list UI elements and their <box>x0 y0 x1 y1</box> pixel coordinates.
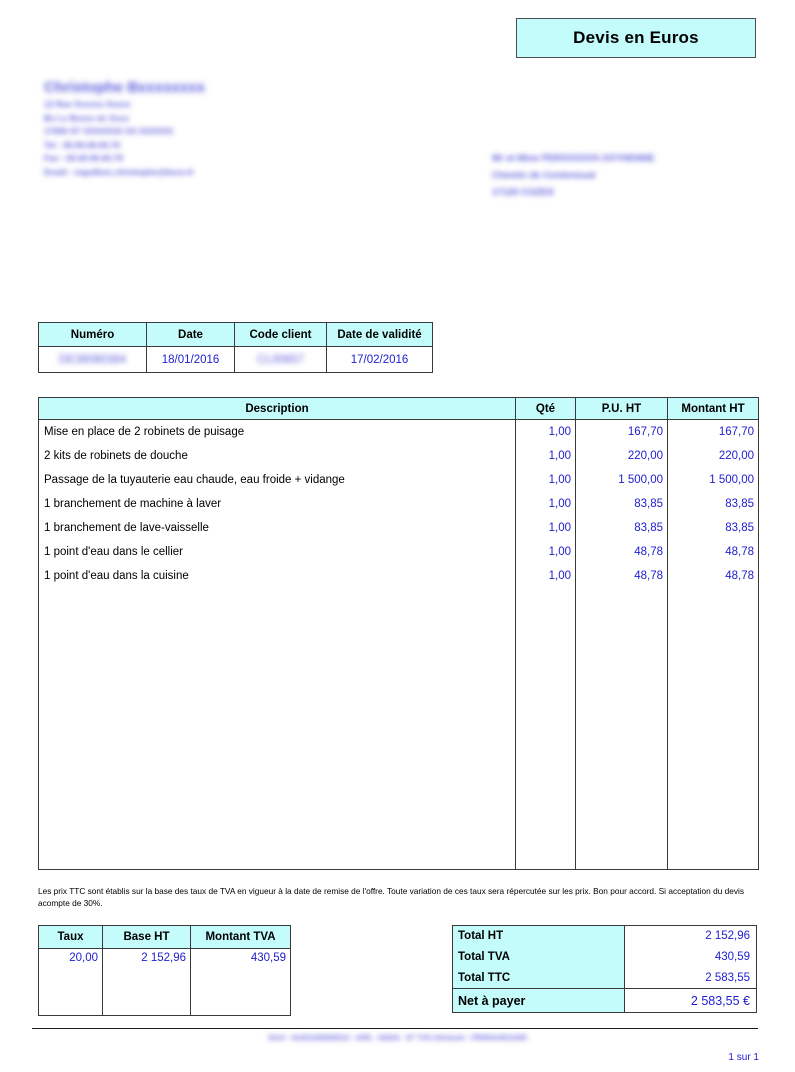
vat-header-base: Base HT <box>103 926 191 949</box>
items-header-unit-price: P.U. HT <box>576 398 668 420</box>
page-number: 1 sur 1 <box>728 1052 759 1063</box>
total-ht-value: 2 152,96 <box>625 926 757 947</box>
empty-cell <box>516 588 576 870</box>
total-tva-label: Total TVA <box>453 947 625 968</box>
recipient-address-block <box>492 150 792 201</box>
item-unit-price: 220,00 <box>576 444 668 468</box>
total-ht-label: Total HT <box>453 926 625 947</box>
sender-address-line: 17000 ST XXXXXXX XX XXXXXX <box>44 126 173 136</box>
meta-value-numero-text: DE38080384 <box>58 353 127 366</box>
meta-value-numero <box>39 347 147 373</box>
footer-divider <box>32 1028 758 1029</box>
vat-amount: 430,59 <box>191 949 291 968</box>
recipient-city: 17120 COZES <box>492 187 554 198</box>
item-qty: 1,00 <box>516 540 576 564</box>
table-header-row <box>39 398 759 420</box>
sender-address-block <box>44 78 374 179</box>
item-unit-price: 83,85 <box>576 492 668 516</box>
item-qty: 1,00 <box>516 420 576 444</box>
table-row <box>453 968 757 989</box>
sender-email: Email : regulibxx.christophe@bxxx.fr <box>44 166 194 177</box>
item-description: 1 point d'eau dans le cellier <box>39 540 516 564</box>
vat-rate: 20,00 <box>39 949 103 968</box>
item-unit-price: 1 500,00 <box>576 468 668 492</box>
recipient-street: Chemin de Contenoual <box>492 170 596 181</box>
item-unit-price: 83,85 <box>576 516 668 540</box>
table-row <box>39 468 759 492</box>
table-row <box>39 444 759 468</box>
table-row <box>39 540 759 564</box>
table-row <box>39 492 759 516</box>
item-description: 1 branchement de lave-vaisselle <box>39 516 516 540</box>
item-description: Mise en place de 2 robinets de puisage <box>39 420 516 444</box>
legal-disclaimer-text: Les prix TTC sont établis sur la base des taux de TVA en vigueur à la date de remise de l'offre. Toute variation de ces taux sera répercutée sur les prix. Bon pour accord. Si acceptation du devis acompte de 30%. <box>38 886 744 908</box>
item-qty: 1,00 <box>516 516 576 540</box>
footer-legal-info <box>0 1033 795 1042</box>
table-row <box>39 420 759 444</box>
vat-header-amount: Montant TVA <box>191 926 291 949</box>
item-amount: 48,78 <box>668 540 759 564</box>
meta-value-code-client <box>235 347 327 373</box>
empty-cell <box>39 588 516 870</box>
table-row <box>453 989 757 1013</box>
empty-cell <box>576 588 668 870</box>
item-qty: 1,00 <box>516 564 576 588</box>
meta-header-code-client: Code client <box>235 323 327 347</box>
item-description: 2 kits de robinets de douche <box>39 444 516 468</box>
item-amount: 1 500,00 <box>668 468 759 492</box>
item-unit-price: 48,78 <box>576 540 668 564</box>
table-row <box>453 926 757 947</box>
sender-address-line: 12 Rue Xxxxxx Xxxxx <box>44 99 131 109</box>
net-a-payer-value: 2 583,55 € <box>625 989 757 1013</box>
sender-address-line: Bx Lx Bxxxx dx Xxxx <box>44 112 130 123</box>
sender-name: Christophe Bxxxxxxxx <box>44 79 205 96</box>
empty-cell <box>39 968 103 1016</box>
meta-header-date-validite: Date de validité <box>327 323 433 347</box>
total-ttc-label: Total TTC <box>453 968 625 989</box>
meta-header-numero: Numéro <box>39 323 147 347</box>
item-qty: 1,00 <box>516 444 576 468</box>
sender-fax: Fax : 00.00.00.00.79 <box>44 153 123 163</box>
items-header-amount: Montant HT <box>668 398 759 420</box>
item-amount: 220,00 <box>668 444 759 468</box>
item-amount: 167,70 <box>668 420 759 444</box>
sender-phone: Tel : 00.00.00.00.70 <box>44 139 120 150</box>
meta-header-date: Date <box>147 323 235 347</box>
meta-value-code-client-text: CL00657 <box>257 353 304 366</box>
table-row <box>39 347 433 373</box>
meta-value-date: 18/01/2016 <box>147 347 235 373</box>
empty-cell <box>668 588 759 870</box>
document-title-box <box>516 18 756 58</box>
item-description: 1 point d'eau dans la cuisine <box>39 564 516 588</box>
item-amount: 48,78 <box>668 564 759 588</box>
table-row <box>39 949 291 968</box>
quote-meta-table <box>38 322 433 373</box>
item-qty: 1,00 <box>516 492 576 516</box>
empty-cell <box>103 968 191 1016</box>
item-unit-price: 48,78 <box>576 564 668 588</box>
vat-summary-table <box>38 925 291 1016</box>
table-row <box>453 947 757 968</box>
item-qty: 1,00 <box>516 468 576 492</box>
vat-base: 2 152,96 <box>103 949 191 968</box>
table-empty-space-row <box>39 588 759 870</box>
meta-value-date-validite: 17/02/2016 <box>327 347 433 373</box>
empty-cell <box>191 968 291 1016</box>
totals-table <box>452 925 757 1013</box>
item-description: 1 branchement de machine à laver <box>39 492 516 516</box>
items-header-qty: Qté <box>516 398 576 420</box>
vat-header-rate: Taux <box>39 926 103 949</box>
table-row <box>39 564 759 588</box>
line-items-table <box>38 397 759 870</box>
item-amount: 83,85 <box>668 516 759 540</box>
total-ttc-value: 2 583,55 <box>625 968 757 989</box>
net-a-payer-label: Net à payer <box>453 989 625 1013</box>
item-unit-price: 167,70 <box>576 420 668 444</box>
table-header-row <box>39 323 433 347</box>
items-header-description: Description <box>39 398 516 420</box>
table-header-row <box>39 926 291 949</box>
table-empty-space-row <box>39 968 291 1016</box>
item-amount: 83,85 <box>668 492 759 516</box>
footer-legal-text: Siret : 41421100000010 - APE : 4322A - N° TVA intracom : FR00414011000 <box>268 1033 527 1042</box>
item-description: Passage de la tuyauterie eau chaude, eau froide + vidange <box>39 468 516 492</box>
total-tva-value: 430,59 <box>625 947 757 968</box>
recipient-name: Mr et Mme PERXXXXXX-XXYHENNE <box>492 153 655 164</box>
table-row <box>39 516 759 540</box>
page-title: Devis en Euros <box>573 28 699 47</box>
